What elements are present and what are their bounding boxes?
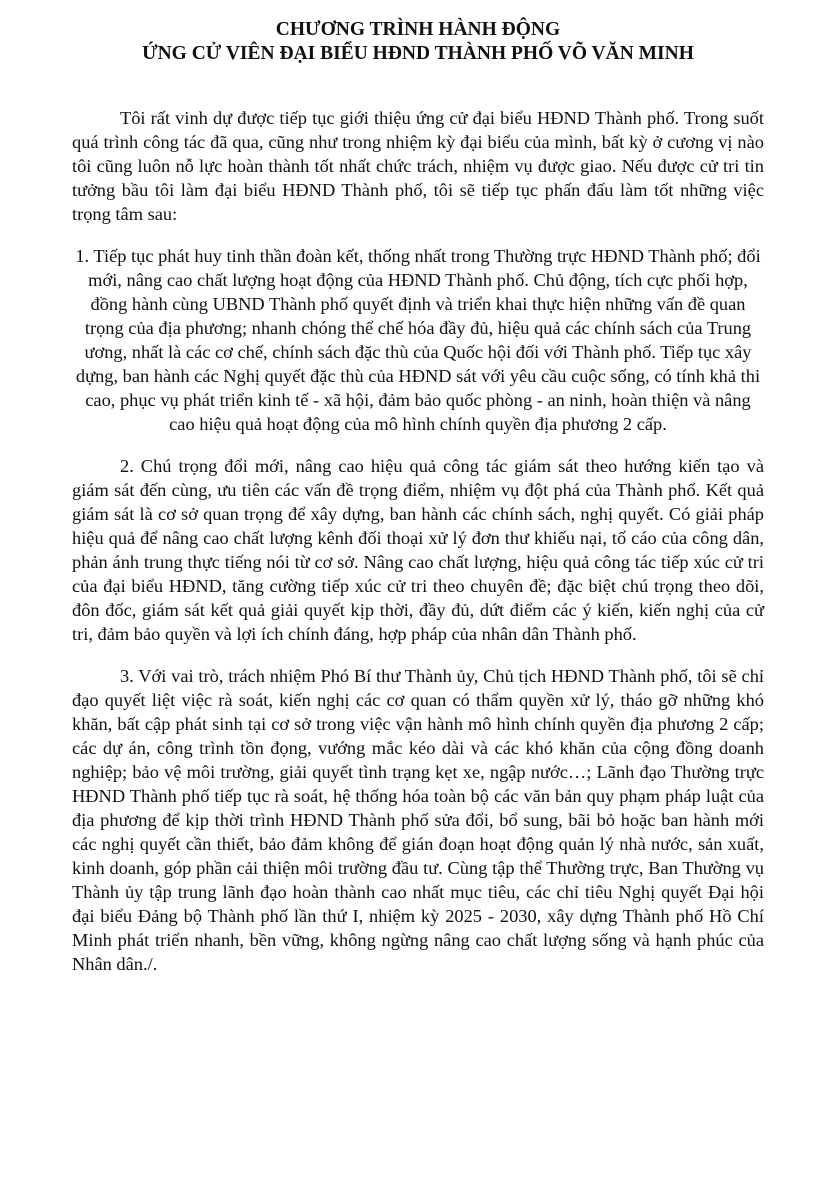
- intro-paragraph: Tôi rất vinh dự được tiếp tục giới thiệu ứng cử đại biểu HĐND Thành phố. Trong suốt quá trình công tác đã qua, cũng như trong nhiệm kỳ đại biểu của mình, bất kỳ ở cương vị nào tôi cũng luôn nỗ lực hoàn thành tốt nhất chức trách, nhiệm vụ được giao. Nếu được cử tri tin tưởng bầu tôi làm đại biểu HĐND Thành phố, tôi sẽ tiếp tục phấn đấu làm tốt những việc trọng tâm sau:: [72, 108, 764, 224]
- document-title-line-2: ỨNG CỬ VIÊN ĐẠI BIỂU HĐND THÀNH PHỐ VÕ VĂN MINH: [142, 43, 694, 64]
- item-3-paragraph: 3. Với vai trò, trách nhiệm Phó Bí thư Thành ủy, Chủ tịch HĐND Thành phố, tôi sẽ chỉ đạo quyết liệt việc rà soát, kiến nghị các cơ quan có thẩm quyền xử lý, tháo gỡ những khó khăn, bất cập phát sinh tại cơ sở trong việc vận hành mô hình chính quyền địa phương 2 cấp; các dự án, công trình tồn đọng, vướng mắc kéo dài và các khó khăn của cộng đồng doanh nghiệp; bảo vệ môi trường, giải quyết tình trạng kẹt xe, ngập nước…; Lãnh đạo Thường trực HĐND Thành phố tiếp tục rà soát, hệ thống hóa toàn bộ các văn bản quy phạm pháp luật của địa phương để kịp thời trình HĐND Thành phố sửa đổi, bổ sung, bãi bỏ hoặc ban hành mới các nghị quyết cần thiết, bảo đảm không để gián đoạn hoạt động quản lý nhà nước, sản xuất, kinh doanh, góp phần cải thiện môi trường đầu tư. Cùng tập thể Thường trực, Ban Thường vụ Thành ủy tập trung lãnh đạo hoàn thành cao nhất mục tiêu, các chỉ tiêu Nghị quyết Đại hội đại biểu Đảng bộ Thành phố lần thứ I, nhiệm kỳ 2025 - 2030, xây dựng Thành phố Hồ Chí Minh phát triển nhanh, bền vững, không ngừng nâng cao chất lượng sống và hạnh phúc của Nhân dân./.: [72, 666, 764, 974]
- document-title-line-1: CHƯƠNG TRÌNH HÀNH ĐỘNG: [275, 19, 561, 40]
- item-1-paragraph: 1. Tiếp tục phát huy tinh thần đoàn kết, thống nhất trong Thường trực HĐND Thành phố; đổi mới, nâng cao chất lượng hoạt động của HĐND Thành phố. Chủ động, tích cực phối hợp, đồng hành cùng UBND Thành phố quyết định và triển khai thực hiện những vấn đề quan trọng của địa phương; nhanh chóng thể chế hóa đầy đủ, hiệu quả các chính sách của Trung ương, nhất là các cơ chế, chính sách đặc thù của Quốc hội đối với Thành phố. Tiếp tục xây dựng, ban hành các Nghị quyết đặc thù của HĐND sát với yêu cầu cuộc sống, có tính khả thi cao, phục vụ phát triển kinh tế - xã hội, đảm bảo quốc phòng - an ninh, hoàn thiện và nâng cao hiệu quả hoạt động của mô hình chính quyền địa phương 2 cấp.: [75, 246, 761, 434]
- document-page: [72, 18, 764, 976]
- title-spacer: [72, 66, 764, 106]
- item-2-paragraph: 2. Chú trọng đổi mới, nâng cao hiệu quả công tác giám sát theo hướng kiến tạo và giám sát đến cùng, ưu tiên các vấn đề trọng điểm, nhiệm vụ đột phá của Thành phố. Kết quả giám sát là cơ sở quan trọng để xây dựng, ban hành các chính sách, nghị quyết. Có giải pháp hiệu quả để nâng cao chất lượng kênh đối thoại xử lý đơn thư khiếu nại, tố cáo của công dân, phản ánh trung thực tiếng nói từ cơ sở. Nâng cao chất lượng, hiệu quả công tác tiếp xúc cử tri của đại biểu HĐND, tăng cường tiếp xúc cử tri theo chuyên đề; đặc biệt chú trọng theo dõi, đôn đốc, giám sát kết quả giải quyết kịp thời, đầy đủ, dứt điểm các ý kiến, kiến nghị của cử tri, đảm bảo quyền và lợi ích chính đáng, hợp pháp của nhân dân Thành phố.: [72, 456, 764, 644]
